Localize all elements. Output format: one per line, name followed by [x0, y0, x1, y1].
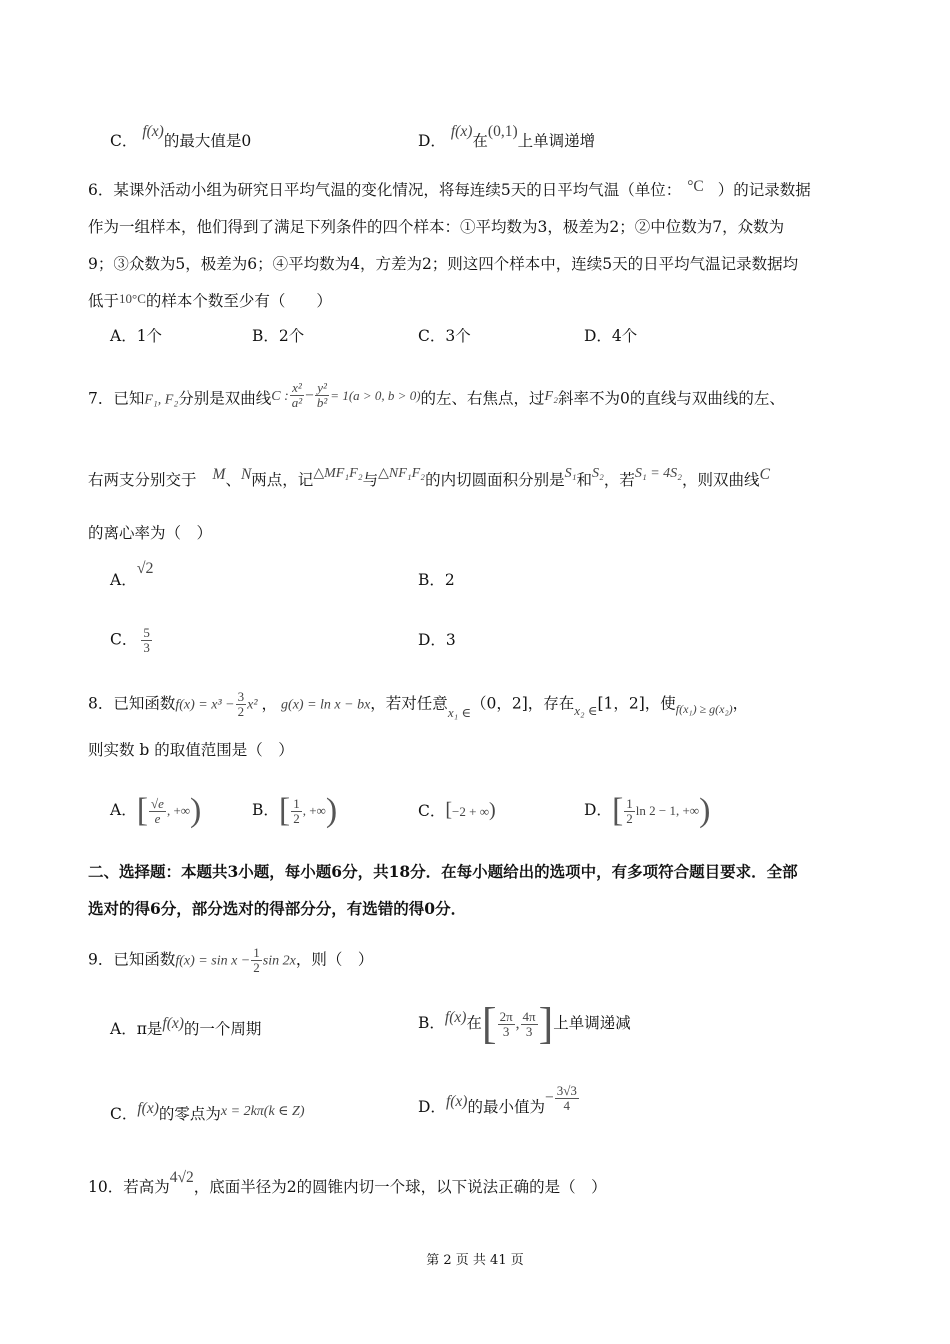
- option-text: 的最大值是0: [163, 132, 252, 150]
- math-condition: = 1(a > 0, b > 0): [330, 387, 421, 403]
- q9-option-d: [418, 1082, 580, 1132]
- math-fx: f(x): [445, 1093, 468, 1110]
- math-foci: F₁, F₂: [144, 392, 179, 408]
- denominator: 3: [525, 1023, 533, 1039]
- option-label: B．: [418, 1014, 445, 1032]
- option-label: D．: [418, 1098, 446, 1116]
- math-f2: F₂: [544, 388, 558, 404]
- math-inequality: f(x₁) ≥ g(x₂): [675, 701, 733, 716]
- q5-option-d: [418, 123, 596, 152]
- fraction-5-3: [141, 626, 152, 655]
- math-temp: 10°C: [119, 291, 146, 306]
- fraction-1-2: [251, 946, 262, 975]
- fraction-3-2: [236, 690, 247, 719]
- question-text: 10．若高为: [88, 1178, 170, 1196]
- q9-option-c: [110, 1100, 305, 1126]
- math-fx: f(x): [142, 123, 164, 140]
- q7-option-a: [110, 560, 154, 591]
- math-g-def: g(x) = ln x − bx: [281, 697, 371, 713]
- math-point-m: M: [212, 466, 226, 483]
- fraction-1-2: [291, 797, 302, 826]
- option-label: A．: [110, 801, 137, 819]
- denominator: a²: [291, 395, 303, 410]
- math-f-def: x²: [247, 697, 258, 713]
- question-text: 的样本个数至少有（ ）: [145, 292, 332, 310]
- option-label: B．: [252, 801, 279, 819]
- q9-line-1: [88, 946, 373, 975]
- q9-option-a: [110, 1015, 262, 1040]
- separator: 、: [225, 471, 241, 489]
- math-curve-name: C :: [271, 388, 289, 404]
- q6-option-c: C．3个: [418, 327, 471, 345]
- question-text: ，底面半径为2的圆锥内切一个球，以下说法正确的是（ ）: [193, 1178, 607, 1196]
- fraction-sqrt-e-over-e: [149, 797, 166, 826]
- math-zero-set: x = 2kπ(k ∈ Z): [220, 1104, 305, 1119]
- page-footer: 第 2 页 共 41 页: [426, 1253, 524, 1268]
- q10-line-1: [88, 1169, 607, 1198]
- q8-option-a: A．[ $\frac{√e}{e}$ , +∞): [110, 792, 202, 829]
- denominator: 3: [143, 640, 150, 655]
- unit-celsius: °C: [687, 178, 704, 195]
- q8-line-1: 8．已知函数f(x) = x³ − $\frac{3}{2}$ x² ， g(x) = ln x − bx，若对任意$_{x_1 \in}$（0，2]，存在$_{x_2 \in}$[1，2]，使$_{f(x_1) \ge g(x_2)}$，: [88, 689, 749, 720]
- question-text: 的左、右焦点，过: [420, 389, 545, 408]
- math-fx: f(x): [444, 1009, 467, 1026]
- math-fx: f(x): [137, 1100, 159, 1117]
- question-text: 9．已知函数: [88, 950, 176, 969]
- question-text: 右两支分别交于: [88, 471, 197, 489]
- q7-option-b: B．2: [418, 571, 455, 589]
- option-label: D．: [418, 132, 446, 150]
- numerator: 1: [293, 795, 300, 811]
- math-x2: x₂ ∈: [574, 702, 598, 718]
- math-triangle-2: △NF₁F₂: [378, 466, 426, 481]
- denominator: e: [154, 810, 161, 826]
- math-interval-tail: , +∞: [302, 803, 326, 818]
- numerator: 5: [143, 625, 150, 640]
- question-text: 6．某课外活动小组为研究日平均气温的变化情况，将每连续5天的日平均气温（单位：: [88, 181, 682, 199]
- q6-line-4: [88, 291, 332, 312]
- q8-line-2: 则实数 b 的取值范围是（ ）: [88, 741, 294, 759]
- option-label: D．: [584, 801, 612, 819]
- option-label: C．: [418, 802, 446, 820]
- math-interval: −2 + ∞: [452, 804, 489, 819]
- q6-option-d: D．4个: [584, 327, 638, 345]
- question-text: [1，2]，使: [597, 694, 676, 713]
- q5-option-c: [110, 123, 252, 152]
- option-label: A．: [110, 571, 137, 589]
- question-text: 分别是双曲线: [178, 389, 272, 408]
- q9-option-b: B．f(x)在[ $\frac{2\pi}{3}$ , $\frac{4\pi}{3}$ ]上单调递减: [418, 999, 631, 1048]
- denominator: b²: [316, 395, 328, 410]
- fraction-3sqrt3-4: [555, 1084, 579, 1113]
- denominator: 2: [626, 810, 633, 826]
- math-fx: f(x): [162, 1015, 184, 1032]
- q7-line-2: [88, 466, 770, 492]
- denominator: 2: [293, 810, 300, 826]
- math-height: 4√2: [169, 1169, 194, 1186]
- math-s1: S₁: [564, 466, 577, 481]
- question-text: ）的记录数据: [717, 181, 811, 199]
- q6-option-b: B．2个: [252, 327, 305, 345]
- math-x1: x₁ ∈: [447, 704, 471, 720]
- question-text: 低于: [88, 292, 120, 310]
- numerator: 3: [237, 689, 245, 704]
- question-text: ，则双曲线: [682, 471, 760, 489]
- option-label: C．: [110, 630, 138, 649]
- fraction-y2-b2: [315, 381, 329, 410]
- math-fx: f(x): [450, 123, 473, 140]
- math-f-def: f(x) = sin x −: [175, 953, 251, 969]
- math-sqrt2: √2: [136, 560, 154, 577]
- question-text: 两点，记: [251, 471, 314, 489]
- q6-line-1: [88, 180, 811, 201]
- math-condition: S₁ = 4S₂: [634, 466, 683, 481]
- section-2-line-2: 选对的得6分，部分选对的得部分分，有选错的得0分．: [88, 899, 467, 918]
- denominator: 3: [502, 1023, 510, 1039]
- numerator: 1: [626, 795, 633, 811]
- option-text: 上单调递增: [517, 132, 596, 150]
- q6-line-3: 9；③众数为5，极差为6；④平均数为4，方差为2；则这四个样本中，连续5天的日平均气温记录数据均: [88, 255, 799, 273]
- question-text: 斜率不为0的直线与双曲线的左、: [557, 389, 785, 408]
- question-text: 与: [362, 471, 379, 489]
- math-s2: S₂: [591, 466, 604, 481]
- math-interval-tail: ln 2 − 1, +∞: [635, 803, 700, 818]
- denominator: 4: [563, 1097, 571, 1113]
- math-interval: (0,1): [487, 123, 518, 140]
- q7-line-3: 的离心率为（ ）: [88, 524, 213, 542]
- q8-option-d: D．[ $\frac{1}{2}$ ln 2 − 1, +∞): [584, 792, 711, 829]
- question-text: 的内切圆面积分别是: [425, 471, 565, 489]
- math-curve-name: C: [759, 466, 770, 483]
- numerator: x²: [292, 380, 302, 395]
- q6-line-2: 作为一组样本，他们得到了满足下列条件的四个样本：①平均数为3，极差为2；②中位数为7，众数为: [88, 218, 785, 236]
- question-text: 7．已知: [88, 389, 145, 408]
- question-text: 8．已知函数: [88, 694, 176, 713]
- denominator: 2: [253, 960, 260, 975]
- fraction-4pi-3: [521, 1010, 538, 1039]
- q8-option-b: B．[ $\frac{1}{2}$ , +∞): [252, 792, 338, 829]
- question-text: ，: [732, 694, 749, 713]
- fraction-x2-a2: [290, 381, 304, 410]
- option-text: 的最小值为: [467, 1098, 545, 1116]
- q6-option-a: A．1个: [110, 327, 163, 345]
- option-label: C．: [110, 132, 138, 150]
- numerator: 4π: [522, 1008, 536, 1024]
- math-triangle-1: △MF₁F₂: [313, 466, 363, 481]
- fraction-2pi-3: [498, 1010, 515, 1039]
- math-interval-tail: , +∞: [166, 803, 191, 818]
- numerator: y²: [317, 380, 327, 395]
- math-minus: −: [544, 1089, 554, 1106]
- option-text: 的零点为: [158, 1105, 221, 1123]
- option-text: 在: [472, 132, 488, 150]
- q7-option-c: [110, 626, 153, 655]
- fraction-1-2: [624, 797, 635, 826]
- option-text: 在: [466, 1014, 482, 1032]
- option-label: A．π是: [110, 1020, 163, 1038]
- denominator: 2: [237, 704, 245, 719]
- question-text: ，若对任意: [370, 694, 448, 713]
- q7-option-d: D．3: [418, 631, 456, 649]
- math-f-def: sin 2x: [262, 953, 296, 969]
- numerator: √e: [151, 795, 164, 811]
- question-text: （0，2]，存在: [470, 694, 575, 713]
- math-f-def: f(x) = x³ −: [175, 697, 235, 713]
- q7-line-1: 7．已知F₁, F₂分别是双曲线C : $\frac{\text{x²}}{\text{a²}}$ − $\frac{\text{y²}}{\text{b²}}$ $^{= 1(a > 0, b > 0)}$的左、右焦点，过F₂斜率不为0的直线与双曲线的左、: [88, 380, 785, 410]
- question-text: ，若: [603, 471, 635, 489]
- q8-option-c: C．[−2 + ∞): [418, 799, 496, 821]
- option-text: 上单调递减: [553, 1014, 631, 1032]
- math-point-n: N: [240, 466, 252, 483]
- option-label: C．: [110, 1105, 138, 1123]
- numerator: 3√3: [556, 1082, 577, 1098]
- numerator: 1: [253, 945, 260, 960]
- section-2-line-1: 二、选择题：本题共3小题，每小题6分，共18分．在每小题给出的选项中，有多项符合题目要求．全部: [88, 862, 798, 881]
- question-text: ，则（ ）: [295, 950, 374, 969]
- question-text: 和: [576, 471, 592, 489]
- numerator: 2π: [499, 1008, 513, 1024]
- option-text: 的一个周期: [183, 1020, 262, 1038]
